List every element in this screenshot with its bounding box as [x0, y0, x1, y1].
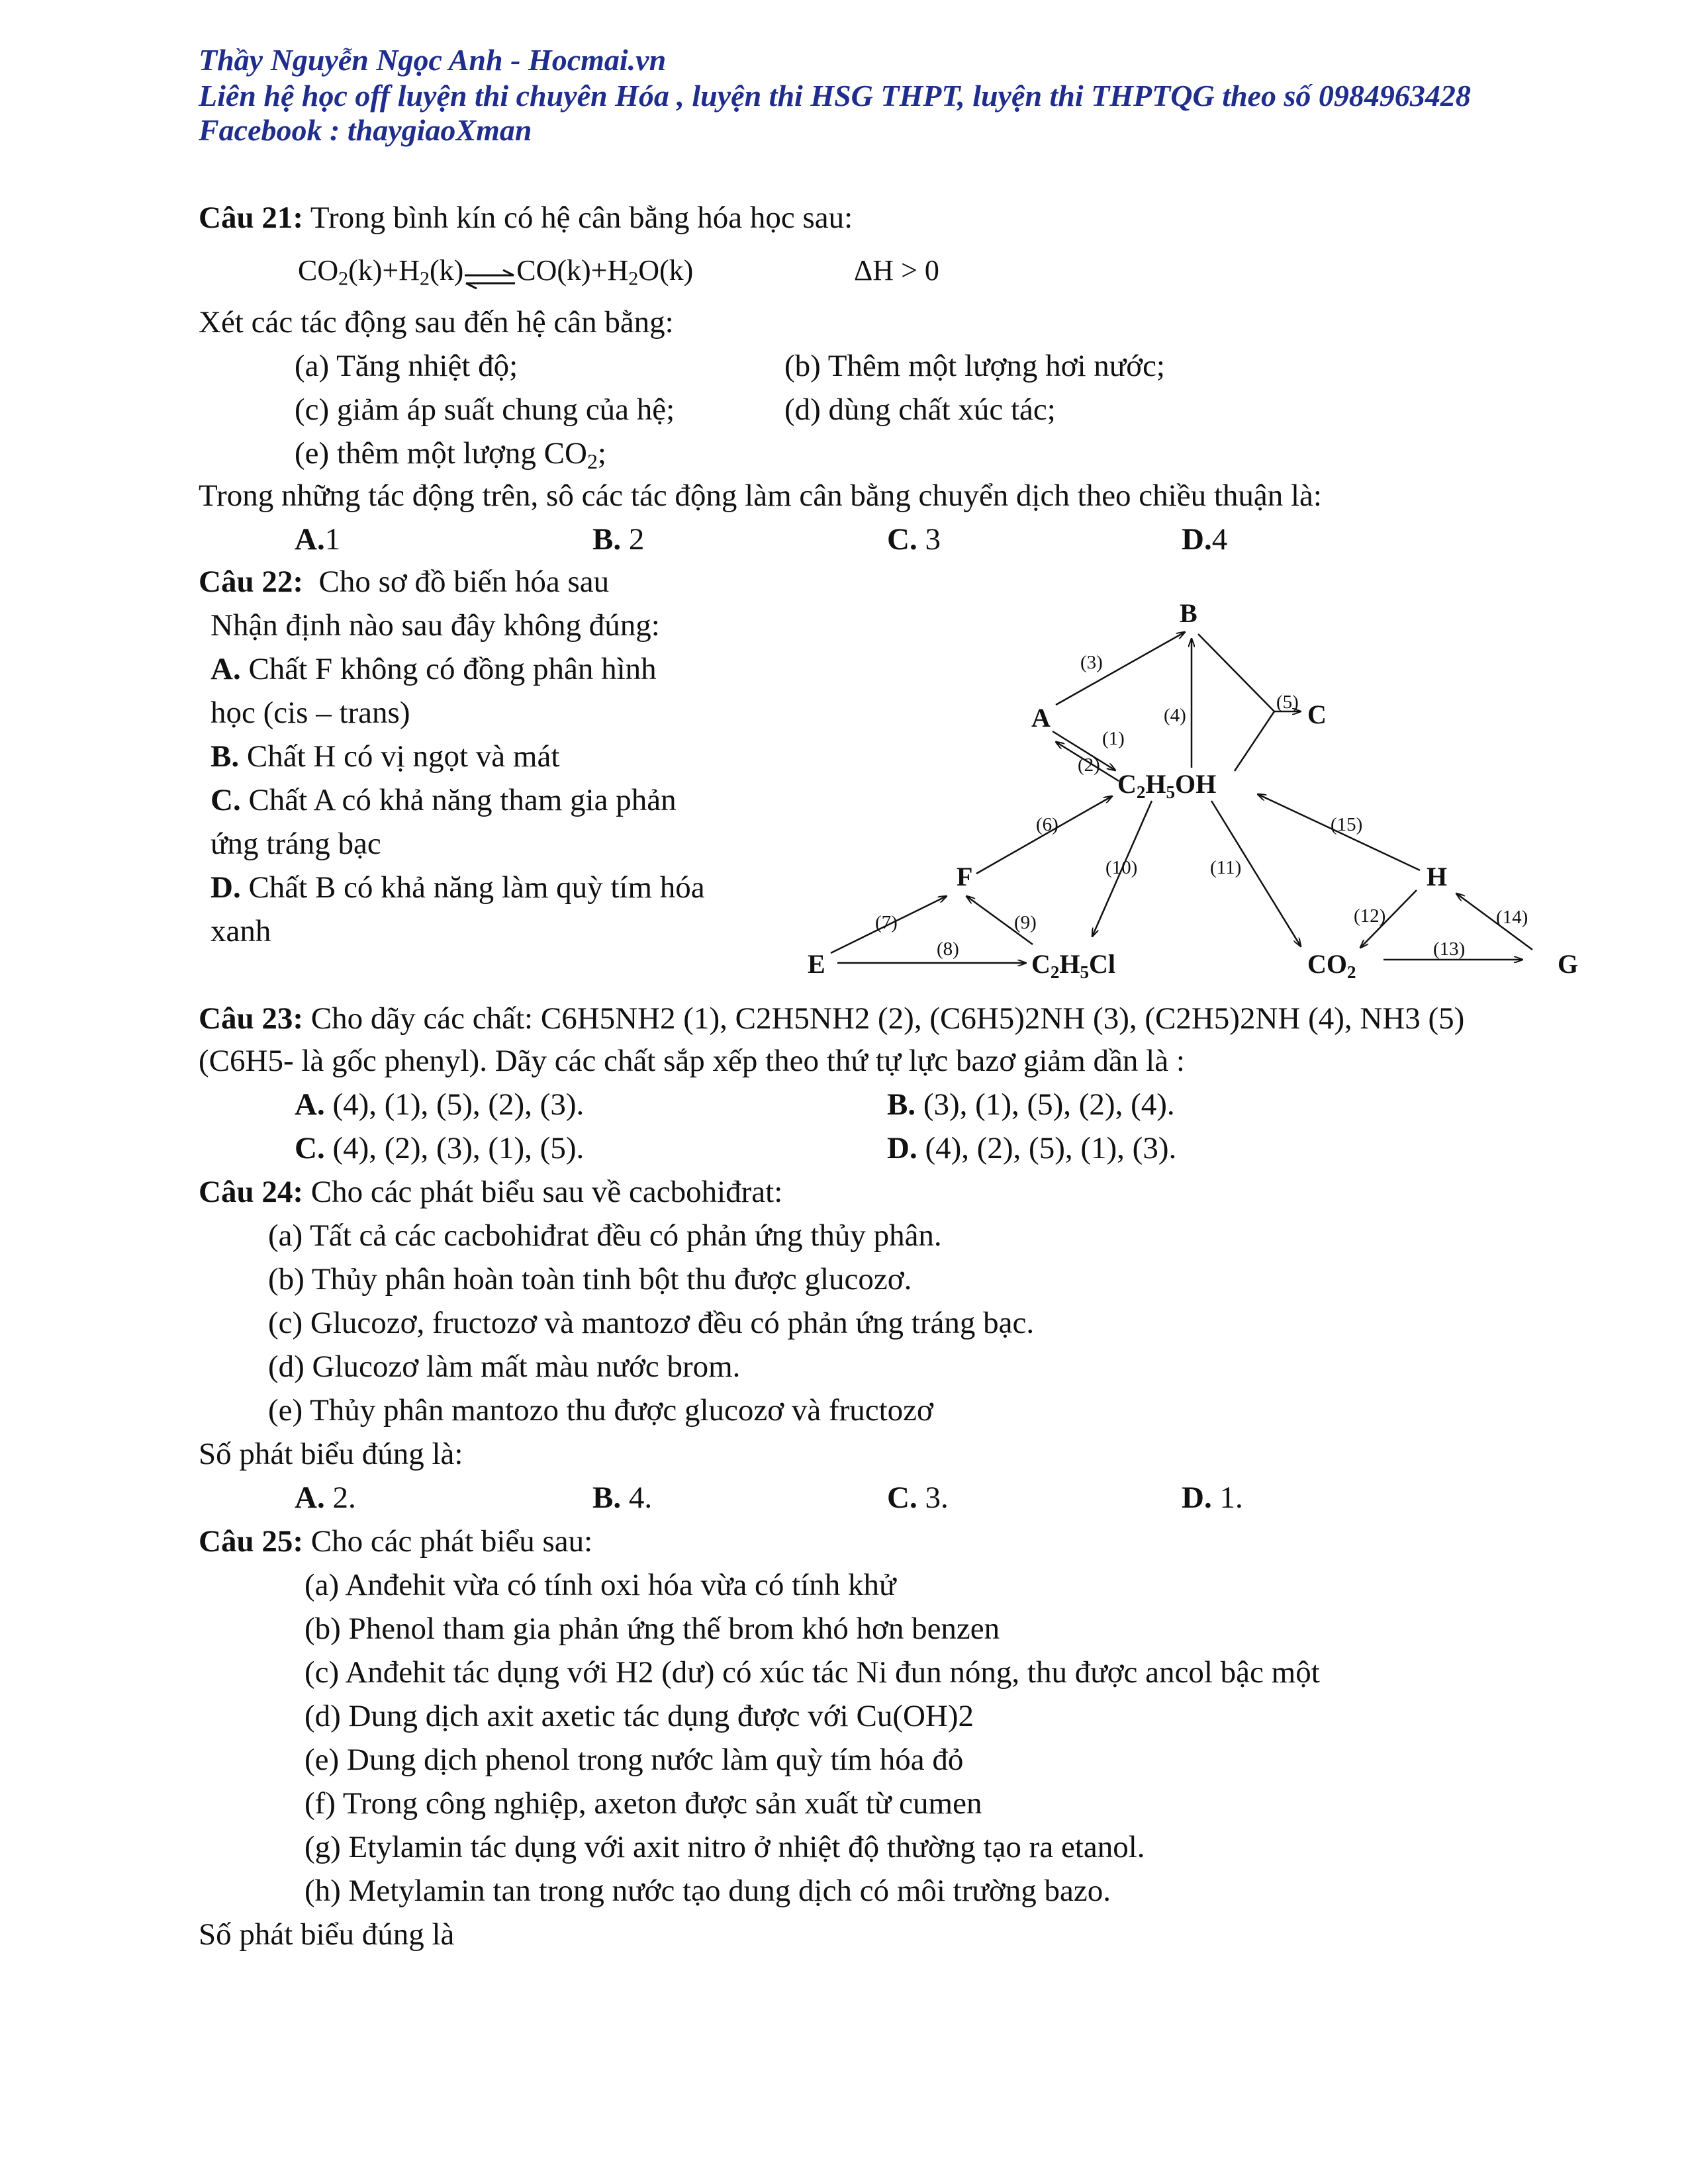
q24-option-d[interactable]: D. 1. — [1182, 1480, 1243, 1515]
node-f: F — [957, 862, 973, 891]
q25-item-h: (h) Metylamin tan trong nước tạo dung dịch có môi trường bazo. — [305, 1874, 1111, 1908]
node-ethanol: $C_2H_5OH$ — [1117, 769, 1217, 802]
q23-option-a[interactable]: A. (4), (1), (5), (2), (3). — [295, 1087, 585, 1122]
equilibrium-arrow-icon — [463, 261, 516, 281]
q21-option-a[interactable]: A.1 — [295, 522, 341, 557]
label-2: (2) — [1078, 754, 1100, 776]
q22-option-c-cont: ứng tráng bạc — [211, 827, 381, 861]
label-10: (10) — [1105, 857, 1138, 878]
q23-stem-cont: (C6H5- là gốc phenyl). Dãy các chất sắp xếp theo thứ tự lực bazơ giảm dần là : — [199, 1044, 1185, 1078]
label-7: (7) — [875, 912, 898, 933]
label-11: (11) — [1210, 857, 1242, 878]
label-15: (15) — [1331, 814, 1363, 835]
node-h: H — [1427, 862, 1448, 891]
q21-item-b: (b) Thêm một lượng hơi nước; — [784, 349, 1165, 383]
q25-question: Số phát biểu đúng là — [199, 1917, 455, 1952]
q24-option-c[interactable]: C. 3. — [887, 1480, 949, 1515]
q21-stem: Câu 21: Trong bình kín có hệ cân bằng hóa học sau: — [199, 201, 853, 235]
q25-item-f: (f) Trong công nghiệp, axeton được sản xuất từ cumen — [305, 1786, 982, 1821]
q25-item-b: (b) Phenol tham gia phản ứng thế brom khó hơn benzen — [305, 1612, 1000, 1646]
q24-item-e: (e) Thủy phân mantozo thu được glucozơ và fructozơ — [268, 1393, 933, 1428]
q21-enthalpy: ΔH > 0 — [854, 254, 939, 287]
label-13: (13) — [1433, 938, 1466, 960]
q21-item-d: (d) dùng chất xúc tác; — [784, 392, 1056, 427]
q21-consider: Xét các tác động sau đến hệ cân bằng: — [199, 305, 674, 340]
node-co2: $CO_2$ — [1307, 949, 1356, 982]
node-a: A — [1031, 703, 1051, 733]
reaction-scheme-diagram — [808, 602, 1602, 993]
q25-stem: Câu 25: Cho các phát biểu sau: — [199, 1524, 593, 1559]
label-4: (4) — [1164, 705, 1186, 726]
label-14: (14) — [1496, 907, 1528, 928]
q24-item-a: (a) Tất cả các cacbohiđrat đều có phản ứng thủy phân. — [268, 1218, 942, 1253]
arrow-3 — [1056, 632, 1185, 705]
q23-option-c[interactable]: C. (4), (2), (3), (1), (5). — [295, 1131, 585, 1165]
label-3: (3) — [1080, 652, 1103, 673]
node-ethyl-chloride: $C_2H_5Cl$ — [1031, 949, 1116, 982]
arrow-5-branch — [1235, 711, 1274, 771]
header-author: Thầy Nguyễn Ngọc Anh - Hocmai.vn — [199, 43, 667, 77]
label-6: (6) — [1036, 814, 1058, 835]
q22-option-d-cont: xanh — [211, 914, 271, 948]
q22-option-d[interactable]: D. Chất B có khả năng làm quỳ tím hóa — [211, 870, 705, 905]
q25-item-a: (a) Anđehit vừa có tính oxi hóa vừa có tính khử — [305, 1568, 896, 1602]
q22-option-a[interactable]: A. Chất F không có đồng phân hình — [211, 652, 657, 686]
q25-item-d: (d) Dung dịch axit axetic tác dụng được với Cu(OH)2 — [305, 1699, 974, 1733]
q25-item-e: (e) Dung dịch phenol trong nước làm quỳ tím hóa đỏ — [305, 1743, 964, 1777]
q24-option-b[interactable]: B. 4. — [592, 1480, 653, 1515]
label-8: (8) — [937, 938, 959, 960]
node-c: C — [1307, 700, 1327, 729]
q21-item-e: (e) thêm một lượng $CO_2$; — [295, 436, 606, 473]
q21-option-b[interactable]: B. 2 — [592, 522, 645, 557]
q21-item-c: (c) giảm áp suất chung của hệ; — [295, 392, 675, 427]
q22-option-a-cont: học (cis – trans) — [211, 696, 410, 730]
q22-stem: Câu 22: Cho sơ đồ biến hóa sau — [199, 565, 610, 599]
q25-item-c: (c) Anđehit tác dụng với H2 (dư) có xúc tác Ni đun nóng, thu được ancol bậc một — [305, 1655, 1320, 1690]
q23-option-b[interactable]: B. (3), (1), (5), (2), (4). — [887, 1087, 1175, 1122]
header-facebook: Facebook : thaygiaoXman — [199, 113, 532, 147]
q25-item-g: (g) Etylamin tác dụng với axit nitro ở nhiệt độ thường tạo ra etanol. — [305, 1830, 1145, 1864]
q22-option-c[interactable]: C. Chất A có khả năng tham gia phản — [211, 783, 677, 817]
q24-item-b: (b) Thủy phân hoàn toàn tinh bột thu được glucozơ. — [268, 1262, 912, 1297]
node-g: G — [1558, 949, 1579, 979]
node-b: B — [1180, 602, 1197, 628]
label-1: (1) — [1102, 728, 1125, 749]
q24-stem: Câu 24: Cho các phát biểu sau về cacbohiđrat: — [199, 1175, 783, 1209]
q21-option-d[interactable]: D.4 — [1182, 522, 1228, 557]
q23-stem: Câu 23: Cho dãy các chất: C6H5NH2 (1), C2H5NH2 (2), (C6H5)2NH (3), (C2H5)2NH (4), NH3 (5) — [199, 1001, 1465, 1036]
node-e: E — [808, 949, 825, 979]
q22-question: Nhận định nào sau đây không đúng: — [211, 608, 660, 643]
q21-equation: $CO_2(k)+H_2(k)$ $CO(k)+H_2O(k)$ — [298, 254, 694, 290]
label-9: (9) — [1014, 912, 1037, 933]
q22-option-b[interactable]: B. Chất H có vị ngọt và mát — [211, 739, 560, 774]
q24-option-a[interactable]: A. 2. — [295, 1480, 356, 1515]
label-12: (12) — [1354, 905, 1386, 927]
q24-item-c: (c) Glucozơ, fructozơ và mantozơ đều có phản ứng tráng bạc. — [268, 1306, 1035, 1340]
q21-item-a: (a) Tăng nhiệt độ; — [295, 349, 518, 383]
q24-question: Số phát biểu đúng là: — [199, 1437, 463, 1471]
q23-option-d[interactable]: D. (4), (2), (5), (1), (3). — [887, 1131, 1177, 1165]
q24-item-d: (d) Glucozơ làm mất màu nước brom. — [268, 1349, 741, 1384]
q21-option-c[interactable]: C. 3 — [887, 522, 941, 557]
label-5: (5) — [1276, 692, 1299, 713]
q21-question: Trong những tác động trên, sô các tác động làm cân bằng chuyển dịch theo chiều thuận là: — [199, 478, 1322, 513]
header-contact: Liên hệ học off luyện thi chuyên Hóa , luyện thi HSG THPT, luyện thi THPTQG theo số 0984963428 — [199, 79, 1471, 113]
